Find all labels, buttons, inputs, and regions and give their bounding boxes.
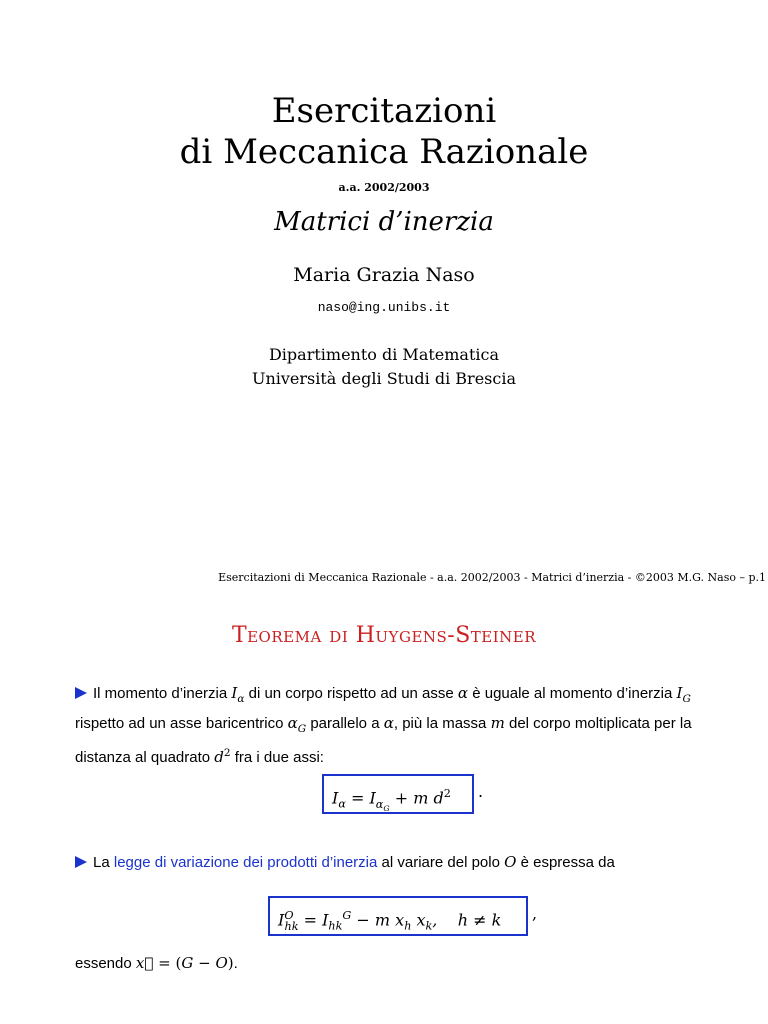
equation-huygens-steiner: $I_\alpha = I_{\alpha_G} + m$ $d^2$ <box>322 774 474 814</box>
section-title: Teorema di Huygens-Steiner <box>231 623 537 648</box>
variation-law-link[interactable]: legge di variazione dei prodotti d’inerzia <box>113 854 378 871</box>
bullet-paragraph-1: Il momento d’inerzia $I_\alpha$ di un corpo rispetto ad un asse α è uguale al momento d’inerzia $I_G$ rispetto ad un asse baricentrico $\alpha_G$ parallelo a α, più la massa m del corpo moltiplicata per la distanza al quadrato $d^2$ fra i due assi: <box>75 684 692 766</box>
closing-sentence: essendo x⃗ = (G − O). <box>75 954 238 972</box>
equation-2-punctuation: , <box>532 904 538 923</box>
author-email[interactable]: naso@ing.unibs.it <box>317 300 451 315</box>
department: Dipartimento di Matematica <box>268 345 500 364</box>
equation-1-punctuation: . <box>478 782 484 801</box>
title-line-2: di Meccanica Razionale <box>179 132 589 172</box>
subtitle: Matrici d’inerzia <box>274 207 494 237</box>
academic-year: a.a. 2002/2003 <box>338 181 430 194</box>
title-line-1: Esercitazioni <box>271 91 497 131</box>
author-name: Maria Grazia Naso <box>293 264 475 286</box>
triangle-bullet-icon <box>75 856 87 868</box>
bullet-paragraph-2: La legge di variazione dei prodotti d’inerzia al variare del polo O è espressa da <box>75 850 715 875</box>
slide-footer: Esercitazioni di Meccanica Razionale - a.a. 2002/2003 - Matrici d’inerzia - ©2003 M.G. Naso – p.1 <box>218 571 766 584</box>
university: Università degli Studi di Brescia <box>251 369 516 388</box>
triangle-bullet-icon <box>75 687 87 699</box>
equation-products-of-inertia: $I^O_{hk} = I_{hk}^G - m$ $x_h$ $x_k$, h ≠ k <box>268 896 528 936</box>
